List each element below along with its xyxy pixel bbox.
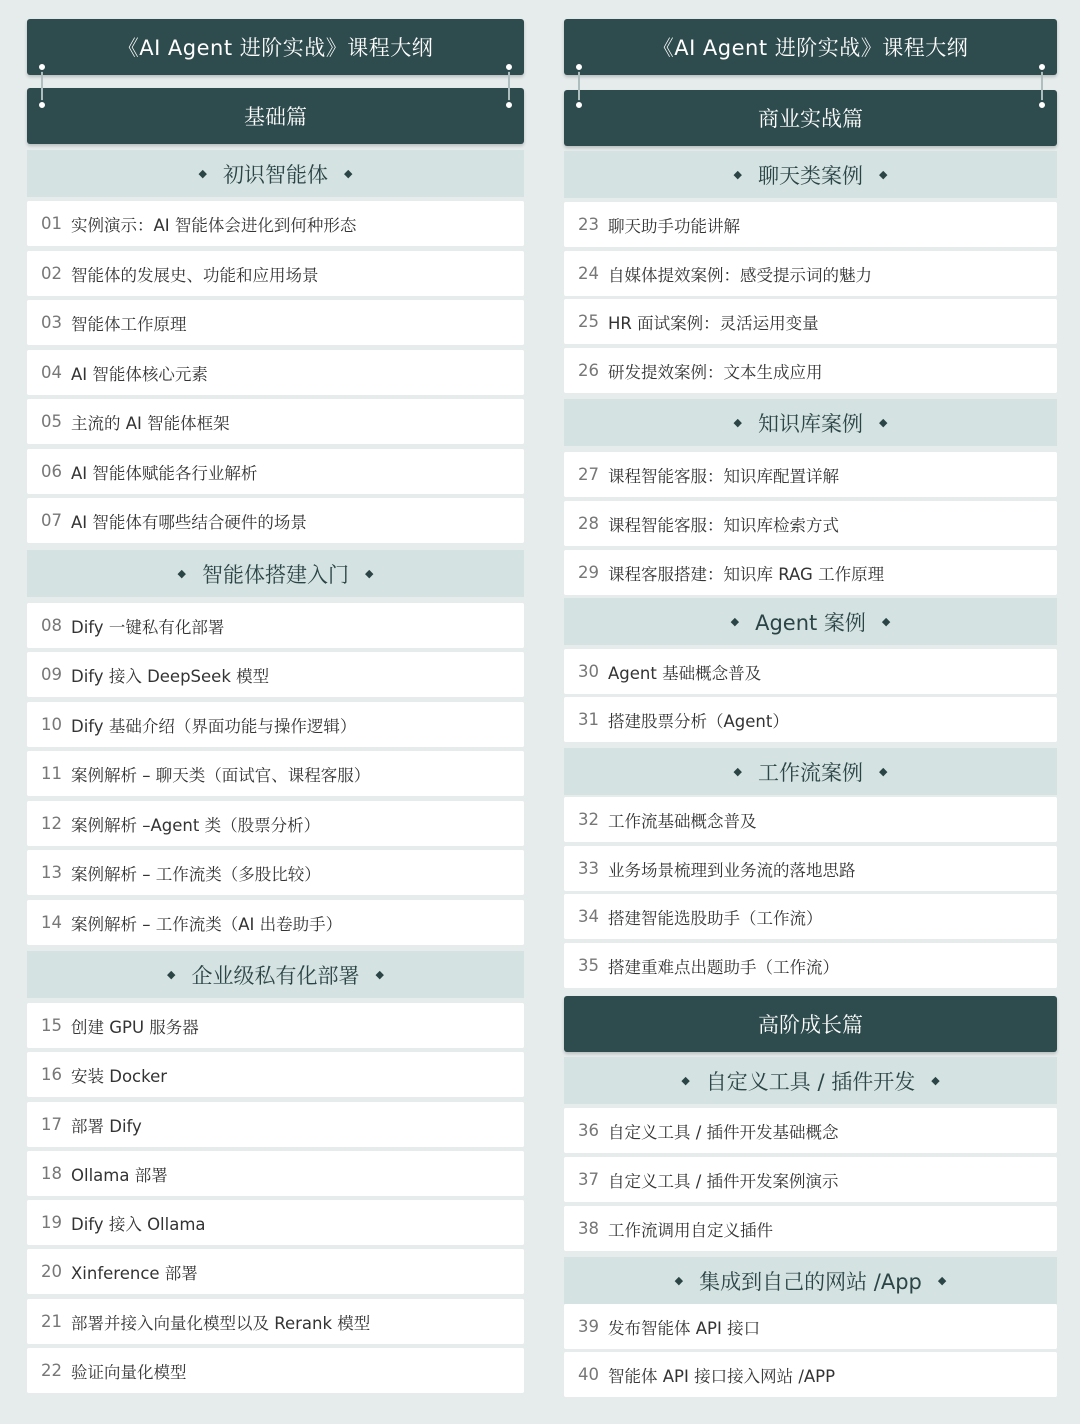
item-number: 36 [578,1121,599,1140]
diamond-icon: ◆ [365,567,374,580]
section-title: 自定义工具 / 插件开发 [705,1069,916,1094]
diamond-icon: ◆ [344,167,353,180]
course-title: 《AI Agent 进阶实战》课程大纲 [27,19,524,75]
item-number: 10 [41,715,62,734]
part-business-header: 商业实战篇 [564,90,1057,146]
item-number: 16 [41,1065,62,1084]
section-header [27,951,524,998]
section-title: 工作流案例 [758,760,863,785]
list-item [564,251,1057,296]
item-number: 04 [41,363,62,382]
left-column [27,0,524,1424]
section-header [564,151,1057,198]
section-header [564,598,1057,645]
item-text: Xinference 部署 [71,1263,198,1283]
list-item [27,350,524,395]
list-item [564,894,1057,939]
item-text: 课程智能客服：知识库检索方式 [608,515,839,535]
item-number: 40 [578,1365,599,1384]
item-number: 07 [41,511,62,530]
list-item [27,1102,524,1147]
item-number: 31 [578,710,599,729]
item-text: Dify 一键私有化部署 [71,617,225,637]
list-item [564,1108,1057,1153]
list-item [564,1157,1057,1202]
item-number: 22 [41,1361,62,1380]
diamond-icon: ◆ [931,1074,940,1087]
list-item [27,702,524,747]
item-text: 安装 Docker [71,1066,168,1086]
list-item [27,1249,524,1294]
list-item [564,697,1057,742]
list-item [564,299,1057,344]
item-number: 13 [41,863,62,882]
list-item [564,1206,1057,1251]
section-header [564,1257,1057,1304]
diamond-icon: ◆ [879,416,888,429]
diamond-icon: ◆ [198,167,207,180]
binder-ring [572,62,586,110]
item-number: 17 [41,1115,62,1134]
item-number: 33 [578,859,599,878]
section-title: 智能体搭建入门 [202,562,349,587]
item-number: 09 [41,665,62,684]
item-number: 15 [41,1016,62,1035]
list-item [564,1352,1057,1397]
item-number: 18 [41,1164,62,1183]
list-item [27,751,524,796]
list-item [27,1003,524,1048]
item-text: 自媒体提效案例：感受提示词的魅力 [608,265,872,285]
diamond-icon: ◆ [937,1274,947,1287]
item-number: 08 [41,616,62,635]
diamond-icon: ◆ [375,968,384,981]
binder-ring [35,62,49,110]
item-text: 搭建智能选股助手（工作流） [608,908,823,928]
item-text: Dify 接入 DeepSeek 模型 [71,666,270,686]
list-item [27,1052,524,1097]
item-text: 实例演示：AI 智能体会进化到何种形态 [71,215,357,235]
item-number: 28 [578,514,599,533]
item-number: 38 [578,1219,599,1238]
list-item [564,501,1057,546]
section-title: 知识库案例 [758,411,863,436]
item-text: 案例解析 – 聊天类（面试官、课程客服） [71,765,371,785]
item-text: 发布智能体 API 接口 [608,1318,761,1338]
list-item [564,649,1057,694]
item-number: 12 [41,814,62,833]
diamond-icon: ◆ [879,765,888,778]
list-item [564,348,1057,393]
item-number: 35 [578,956,599,975]
item-text: 工作流调用自定义插件 [608,1220,773,1240]
item-text: 智能体工作原理 [71,314,187,334]
diamond-icon: ◆ [733,765,742,778]
list-item [27,801,524,846]
item-number: 39 [578,1317,599,1336]
item-text: 部署并接入向量化模型以及 Rerank 模型 [71,1313,371,1333]
list-item [27,251,524,296]
item-number: 21 [41,1312,62,1331]
section-title: 聊天类案例 [758,163,863,188]
binder-ring [502,62,516,110]
diamond-icon: ◆ [681,1074,690,1087]
item-number: 26 [578,361,599,380]
item-number: 05 [41,412,62,431]
item-number: 03 [41,313,62,332]
item-text: 搭建股票分析（Agent） [608,711,789,731]
item-number: 06 [41,462,62,481]
item-text: 主流的 AI 智能体框架 [71,413,230,433]
diamond-icon: ◆ [733,416,742,429]
diamond-icon: ◆ [879,168,888,181]
item-text: 案例解析 –Agent 类（股票分析） [71,815,321,835]
item-text: 部署 Dify [71,1116,142,1136]
right-column [564,0,1057,1424]
item-text: Dify 接入 Ollama [71,1214,206,1234]
item-number: 29 [578,563,599,582]
list-item [27,603,524,648]
item-text: 课程客服搭建：知识库 RAG 工作原理 [608,564,885,584]
item-number: 02 [41,264,62,283]
item-text: AI 智能体赋能各行业解析 [71,463,258,483]
item-number: 20 [41,1262,62,1281]
item-text: AI 智能体有哪些结合硬件的场景 [71,512,307,532]
item-text: 研发提效案例：文本生成应用 [608,362,823,382]
item-number: 14 [41,913,62,932]
item-number: 25 [578,312,599,331]
item-text: 智能体 API 接口接入网站 /APP [608,1366,836,1386]
item-number: 27 [578,465,599,484]
item-text: 创建 GPU 服务器 [71,1017,199,1037]
item-number: 34 [578,907,599,926]
item-text: 自定义工具 / 插件开发案例演示 [608,1171,839,1191]
item-number: 23 [578,215,599,234]
part-advanced-header: 高阶成长篇 [564,996,1057,1052]
section-header [27,550,524,597]
section-title: Agent 案例 [755,610,866,635]
item-text: Ollama 部署 [71,1165,168,1185]
binder-ring [1035,62,1049,110]
diamond-icon: ◆ [177,567,186,580]
section-header [564,399,1057,446]
item-number: 01 [41,214,62,233]
item-text: 工作流基础概念普及 [608,811,757,831]
list-item [27,850,524,895]
list-item [27,900,524,945]
item-text: 案例解析 – 工作流类（AI 出卷助手） [71,914,343,934]
diamond-icon: ◆ [730,615,740,628]
list-item [27,201,524,246]
list-item [27,399,524,444]
item-text: 聊天助手功能讲解 [608,216,740,236]
list-item [27,652,524,697]
list-item [564,452,1057,497]
list-item [27,300,524,345]
list-item [27,449,524,494]
list-item [564,846,1057,891]
diamond-icon: ◆ [167,968,176,981]
section-title: 初识智能体 [223,162,328,187]
list-item [564,1304,1057,1349]
item-text: 搭建重难点出题助手（工作流） [608,957,839,977]
section-header [564,1057,1057,1104]
item-text: 智能体的发展史、功能和应用场景 [71,265,319,285]
part-basic-header: 基础篇 [27,88,524,144]
item-number: 32 [578,810,599,829]
section-header [564,748,1057,795]
list-item [27,498,524,543]
item-text: 自定义工具 / 插件开发基础概念 [608,1122,839,1142]
item-number: 11 [41,764,62,783]
item-text: Agent 基础概念普及 [608,663,762,683]
diamond-icon: ◆ [674,1274,684,1287]
item-text: HR 面试案例：灵活运用变量 [608,313,819,333]
item-text: AI 智能体核心元素 [71,364,208,384]
item-text: 案例解析 – 工作流类（多股比较） [71,864,321,884]
item-number: 30 [578,662,599,681]
item-text: 验证向量化模型 [71,1362,187,1382]
list-item [564,202,1057,247]
list-item [27,1299,524,1344]
course-title: 《AI Agent 进阶实战》课程大纲 [564,19,1057,75]
section-header [27,150,524,197]
item-number: 37 [578,1170,599,1189]
list-item [564,550,1057,595]
list-item [564,797,1057,842]
section-title: 企业级私有化部署 [191,963,360,988]
diamond-icon: ◆ [733,168,742,181]
item-number: 19 [41,1213,62,1232]
item-number: 24 [578,264,599,283]
list-item [27,1151,524,1196]
list-item [564,943,1057,988]
list-item [27,1348,524,1393]
item-text: Dify 基础介绍（界面功能与操作逻辑） [71,716,357,736]
list-item [27,1200,524,1245]
diamond-icon: ◆ [881,615,891,628]
item-text: 业务场景梳理到业务流的落地思路 [608,860,856,880]
section-title: 集成到自己的网站 /App [699,1269,922,1294]
item-text: 课程智能客服：知识库配置详解 [608,466,839,486]
